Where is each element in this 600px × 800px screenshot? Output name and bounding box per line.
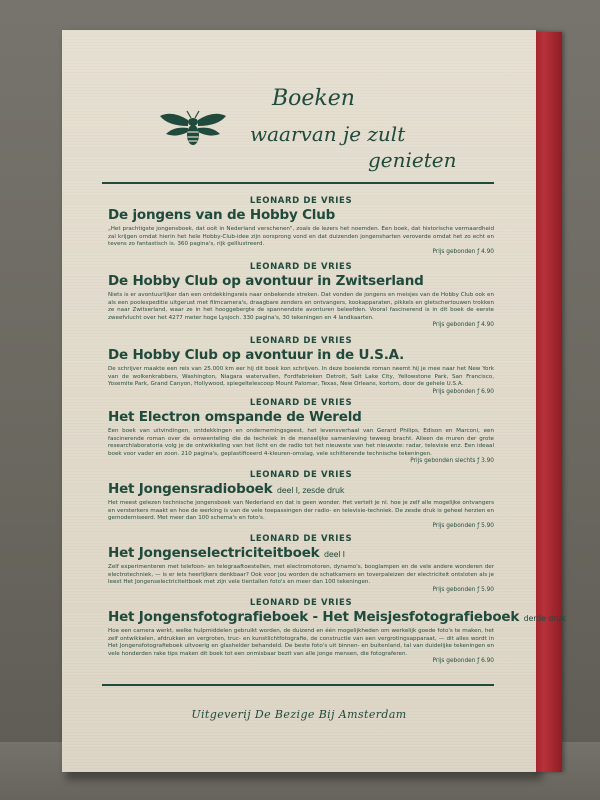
bee-icon [158, 108, 228, 152]
entry-author: LEONARD DE VRIES [249, 398, 353, 408]
entry-price: Prijs gebonden ƒ 5.90 [432, 586, 494, 593]
entry-description: Het meest gelezen technische jongensboek van Nederland en dat is geen wonder. Het vertelt je nl. hoe je zelf alle mogelijke ontvangers en versterkers maakt en hoe de werking is van de vele toepassingen der radio- en televisie-techniek. De zesde druk is geheel herzien en gemoderniseerd. Met meer dan 100 schema's en foto's. [108, 500, 494, 522]
book-entry [108, 336, 494, 395]
entry-title: De jongens van de Hobby Club [108, 207, 336, 223]
entry-title: Het Electron omspande de Wereld [108, 409, 362, 425]
entry-author: LEONARD DE VRIES [249, 470, 353, 480]
entry-price: Prijs gebonden ƒ 6.90 [432, 658, 494, 665]
entry-description: De schrijver maakte een reis van 25.000 km eer hij dit boek kon schrijven. In deze boeiende roman neemt hij je mee naar het New York van de wolkenkrabbers, Washington, Niagara watervallen, Fordfabrieken Detroit, Salt Lake City, Yellowstone Park, San Francisco, Yosemite Park, Grand Canyon, Hollywood, spiegeltelescoop Mount Palomar, Texas, New Orleans, kortom, door de gehele U.S.A. [108, 366, 494, 388]
book-entry [108, 470, 494, 529]
bottom-divider [102, 684, 494, 686]
book-entry [108, 262, 494, 328]
heading-line-3: genieten [368, 148, 457, 172]
top-divider [102, 182, 494, 184]
entry-author: LEONARD DE VRIES [249, 534, 353, 544]
entry-price: Prijs gebonden ƒ 4.90 [432, 248, 494, 255]
entry-price: Prijs gebonden ƒ 4.90 [432, 322, 494, 329]
entry-description: „Het prachtigste jongensboek, dat ooit in Nederland verschenen", zoals de lezers het noemden. Een boek, dat historische vermaardheid zal krijgen omdat hierin het hele Hobby-Club-idee zijn oorsprong vond en dat duizenden jongensharten veroverde omdat het zo echt en tevens zo fantastisch is. 360 pagina's, rijk geïllustreerd. [108, 226, 494, 248]
entry-author: LEONARD DE VRIES [249, 262, 353, 272]
red-book-spine [532, 32, 562, 772]
entry-description: Zelf experimenteren met telefoon- en telegraaftoestellen, met electromotoren, dynamo's, booglampen en de vele andere wonderen der electrotechniek, — is er iets heerlijkers denkbaar? Ook voor jou worden de schatkamers en toverpaleizen der electriciteit ontsloten als je leest Het Jongenselectriciteitboek met zijn vele tientallen foto's en meer dan 100 tekeningen. [108, 564, 494, 586]
book-entry [108, 534, 494, 593]
entry-title: Het Jongensfotografieboek - Het Meisjesfotografieboek derde druk [108, 609, 566, 625]
book-entry [108, 196, 494, 255]
entry-title: De Hobby Club op avontuur in de U.S.A. [108, 347, 405, 363]
entry-title: Het Jongensradioboek deel I, zesde druk [108, 481, 345, 497]
book-entry [108, 398, 494, 464]
entry-description: Niets is er avontuurlijker dan een ontdekkingsreis naar onbekende streken. Dat vonden de jongens en meisjes van de Hobby Club ook en als een poolexpeditie uitgerust met filmcamera's, draagbare zenders en ontvangers, kookapparaten, pikkels en gletschertouwen trokken ze naar Zwitserland, waar ze in het hooggebergte de spannendste avonturen beleefden. Vooral fascinerend is in dit boek de eerste zweefvlucht over het 4277 meter hoge Lysjoch. 330 pagina's, 30 tekeningen en 4 landkaarten. [108, 292, 494, 321]
entry-subtitle: derde druk [523, 614, 566, 623]
entry-price: Prijs gebonden ƒ 5.90 [432, 522, 494, 529]
entry-subtitle: deel I, zesde druk [276, 486, 345, 495]
entry-description: Hoe een camera werkt, welke hulpmiddelen gebruikt worden, de duizend en één mogelijkheden om werkelijk goede foto's te maken, het zelf ontwikkelen, afdrukken en vergroten, truc- en kunstlichtfotografie, de constructie van een vergrotingsapparaat, — dit alles wordt in Het Jongensfotografieboek uitvoerig en glashelder behandeld. De beste foto's uit binnen- en buitenland, tal van duidelijke tekeningen en vele honderden rake tips maken dit boek tot een onmisbaar bezit van alle jonge mensen, die fotograferen. [108, 628, 494, 657]
entry-subtitle: deel I [323, 550, 345, 559]
heading-line-1: Boeken [272, 86, 355, 111]
entry-author: LEONARD DE VRIES [249, 336, 353, 346]
publisher-line: Uitgeverij De Bezige Bij Amsterdam [191, 708, 407, 721]
entry-price: Prijs gebonden ƒ 6.90 [432, 388, 494, 395]
book-back-cover [62, 30, 566, 772]
entry-author: LEONARD DE VRIES [249, 196, 353, 206]
heading-line-2: waarvan je zult [250, 122, 406, 146]
entry-price: Prijs gebonden slechts ƒ 3.90 [410, 458, 494, 465]
entry-title: Het Jongenselectriciteitboek deel I [108, 545, 345, 561]
entry-description: Een boek van uitvindingen, ontdekkingen en ondernemingsgeest, het levensverhaal van Gerard Philips, Edison en Marconi, een fascinerende roman over de omwenteling die de techniek in de menselijke samenleving teweeg bracht. Alleen de muren der grote researchlaboratoria volg je de ontwikkeling van het licht en de radio tot het nieuwste van het nieuwste: radar, televisie enz. Een ideaal boek voor vader en zoon. 210 pagina's, geplastificeerd 4-kleuren-omslag, vele schitterende technische tekeningen. [108, 428, 494, 457]
book-entry [108, 598, 566, 665]
entry-author: LEONARD DE VRIES [249, 598, 353, 608]
entry-title: De Hobby Club op avontuur in Zwitserland [108, 273, 424, 289]
